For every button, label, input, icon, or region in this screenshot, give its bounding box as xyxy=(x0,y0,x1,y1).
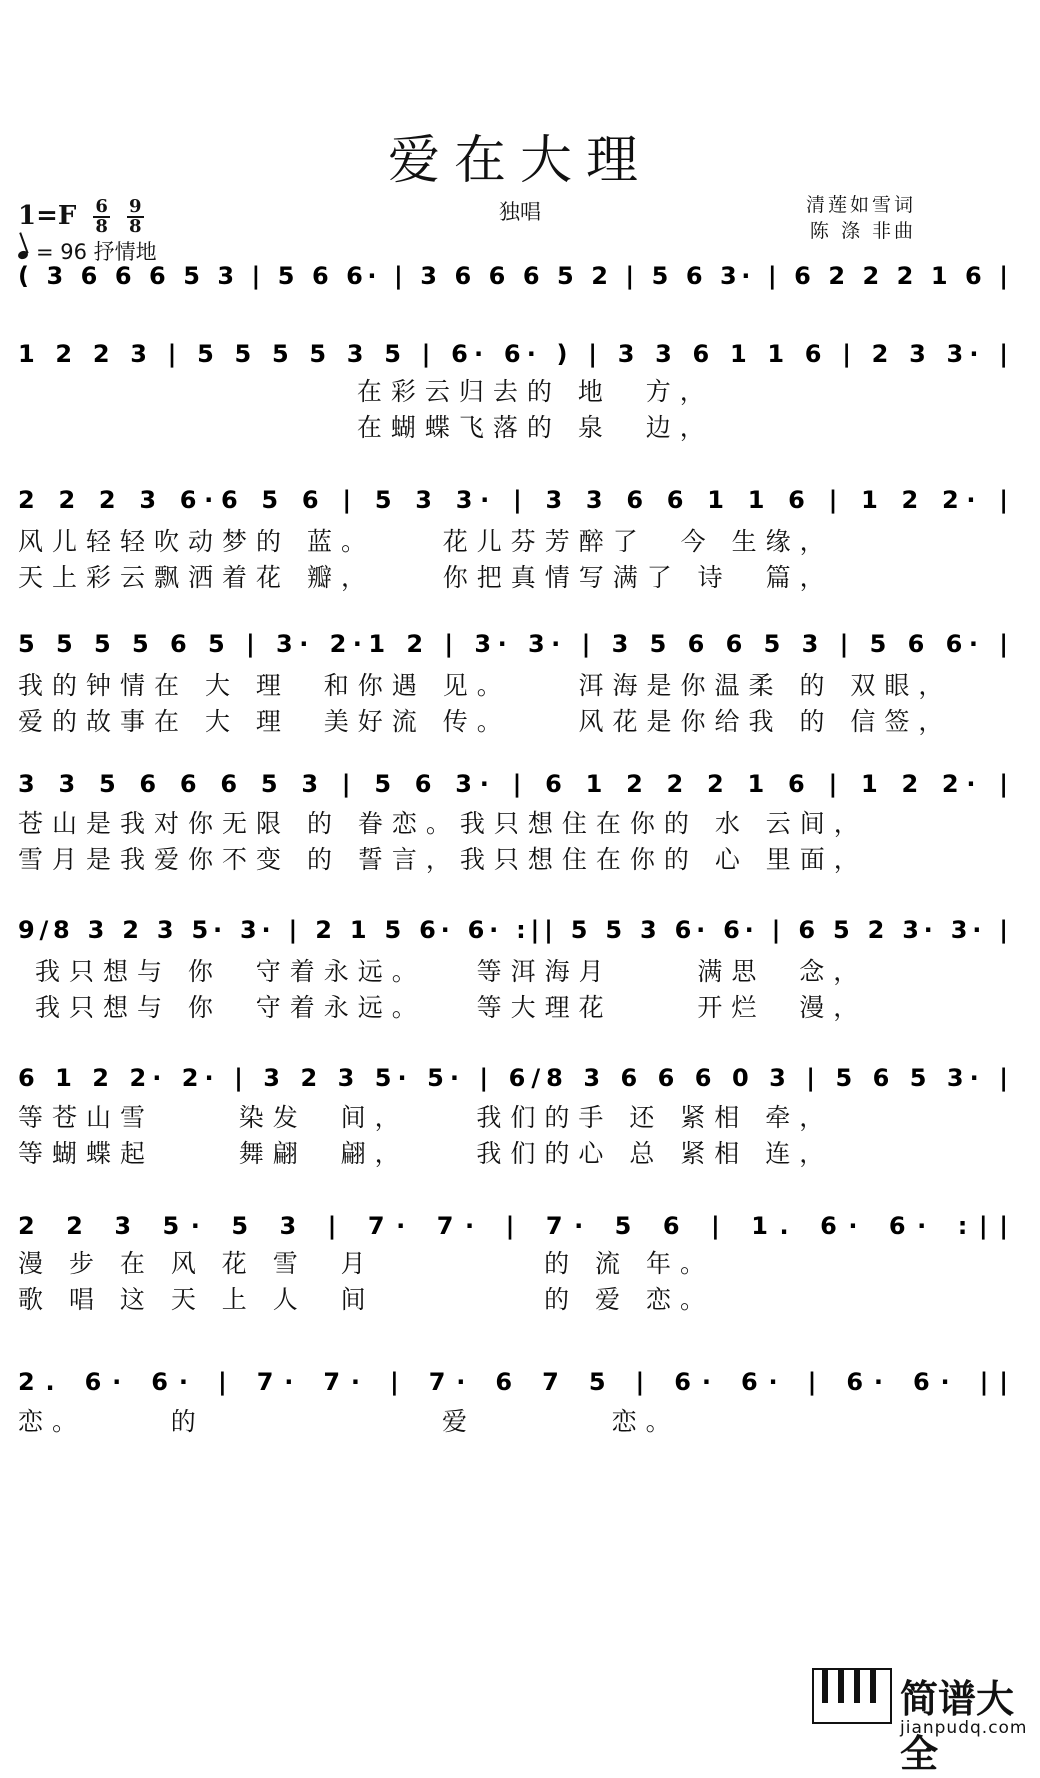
time-signature-1: $\frac{6}{8}$ xyxy=(95,196,108,237)
svg-text:1 2 2 3 | 5 5 5 5 3 5 | 6·: 1 2 2 3 | 5 5 5 5 3 5 | 6· 6· ) | 3 3 6 1 1 6 | 2 3 3· | xyxy=(18,340,1008,368)
svg-text:3 3 5 6 6 6 5 3 | 5 6 3· | 6: 3 3 5 6 6 6 5 3 | 5 6 3· | 6 1 2 2 2 1 6 | 1 2 2· | xyxy=(18,770,1008,798)
lyric-line: 在彩云归去的 地 方， xyxy=(18,377,714,406)
svg-text:2. 6· 6· | 7· 7· | 7· 6 7 5: 2. 6· 6· | 7· 7· | 7· 6 7 5 | 6· 6· | 6· 6· || xyxy=(18,1368,1008,1396)
song-title: 爱在大理 xyxy=(387,131,652,191)
notation-line xyxy=(18,1206,1018,1246)
lyric-line: 苍山是我对你无限 的 眷恋。我只想住在你的 水 云间， xyxy=(18,809,868,838)
svg-text:5 5 5 5 6 5 | 3· 2·1 2 | 3·: 5 5 5 5 6 5 | 3· 2·1 2 | 3· 3· | 3 5 6 6 5 3 | 5 6 6· | xyxy=(18,630,1008,658)
lyric-line: 天上彩云飘洒着花 瓣， 你把真情写满了 诗 篇， xyxy=(18,563,834,592)
piano-logo-icon xyxy=(812,1668,892,1724)
notation-line xyxy=(18,1362,1018,1402)
lyricist-credit: 清莲如雪词 xyxy=(805,194,916,216)
score-row-8 xyxy=(18,1206,1018,1246)
score-row-2 xyxy=(18,334,1018,374)
notation-line xyxy=(18,334,1018,374)
lyric-line: 爱的故事在 大 理 美好流 传。 风花是你给我 的 信签， xyxy=(18,707,953,736)
lyric-line: 风儿轻轻吹动梦的 蓝。 花儿芬芳醉了 今 生缘， xyxy=(18,527,834,556)
time-signature-2: $\frac{9}{8}$ xyxy=(129,196,142,237)
site-url[interactable]: jianpudq.com xyxy=(900,1718,1028,1738)
score-row-4 xyxy=(18,624,1018,664)
notation-line xyxy=(18,256,1018,296)
svg-text:9/8 3 2 3 5· 3· | 2 1 5 6· 6: 9/8 3 2 3 5· 3· | 2 1 5 6· 6· :|| 5 5 3 6· 6· | 6 5 2 3· 3· | xyxy=(18,916,1008,944)
svg-text:( 3 6 6 6 5 3 | 5 6 6· | 3 6: ( 3 6 6 6 5 3 | 5 6 6· | 3 6 6 6 5 2 | 5 6 3· | 6 2 2 2 1 6 | xyxy=(18,262,1009,290)
notation-line xyxy=(18,910,1018,950)
key-label: 1=F xyxy=(18,201,77,231)
score-row-1 xyxy=(18,256,1018,296)
lyric-line: 等苍山雪 染发 间， 我们的手 还 紧相 牵， xyxy=(18,1103,834,1132)
svg-text:6 1 2 2· 2· | 3 2 3 5· 5· |: 6 1 2 2· 2· | 3 2 3 5· 5· | 6/8 3 6 6 6 0 3 | 5 6 5 3· | xyxy=(18,1064,1009,1092)
lyric-line: 我只想与 你 守着永远。 等洱海月 满思 念， xyxy=(18,957,868,986)
notation-line xyxy=(18,1058,1018,1098)
notation-line xyxy=(18,624,1018,664)
lyric-line: 恋。 的 爱 恋。 xyxy=(18,1407,680,1436)
svg-text:2 2 2 3 6·6 5 6 | 5 3 3· | 3: 2 2 2 3 6·6 5 6 | 5 3 3· | 3 3 6 6 1 1 6 | 1 2 2· | xyxy=(18,486,1008,514)
key-signature xyxy=(18,198,144,236)
notation-line xyxy=(18,480,1018,520)
score-row-7 xyxy=(18,1058,1018,1098)
tempo-text: = 96 抒情地 xyxy=(36,240,157,264)
lyric-line: 在蝴蝶飞落的 泉 边， xyxy=(18,413,714,442)
site-logo-text: 简谱大全 xyxy=(900,1677,1015,1776)
svg-text:2 2 3 5· 5 3 | 7· 7· | 7·: 2 2 3 5· 5 3 | 7· 7· | 7· 5 6 | 1. 6· 6· :|| xyxy=(18,1212,1009,1240)
lyric-line: 漫 步 在 风 花 雪 月 的 流 年。 xyxy=(18,1249,714,1278)
composer-credit: 陈 涤 非曲 xyxy=(809,220,916,242)
score-row-3 xyxy=(18,480,1018,520)
score-row-6 xyxy=(18,910,1018,950)
lyric-line: 我的钟情在 大 理 和你遇 见。 洱海是你温柔 的 双眼， xyxy=(18,671,953,700)
score-row-9 xyxy=(18,1362,1018,1402)
notation-line xyxy=(18,764,1018,804)
lyric-line: 歌 唱 这 天 上 人 间 的 爱 恋。 xyxy=(18,1285,714,1314)
score-row-5 xyxy=(18,764,1018,804)
performance-type: 独唱 xyxy=(499,200,541,224)
lyric-line: 等蝴蝶起 舞翩 翩， 我们的心 总 紧相 连， xyxy=(18,1139,834,1168)
lyric-line: 雪月是我爱你不变 的 誓言，我只想住在你的 心 里面， xyxy=(18,845,868,874)
lyric-line: 我只想与 你 守着永远。 等大理花 开烂 漫， xyxy=(18,993,868,1022)
